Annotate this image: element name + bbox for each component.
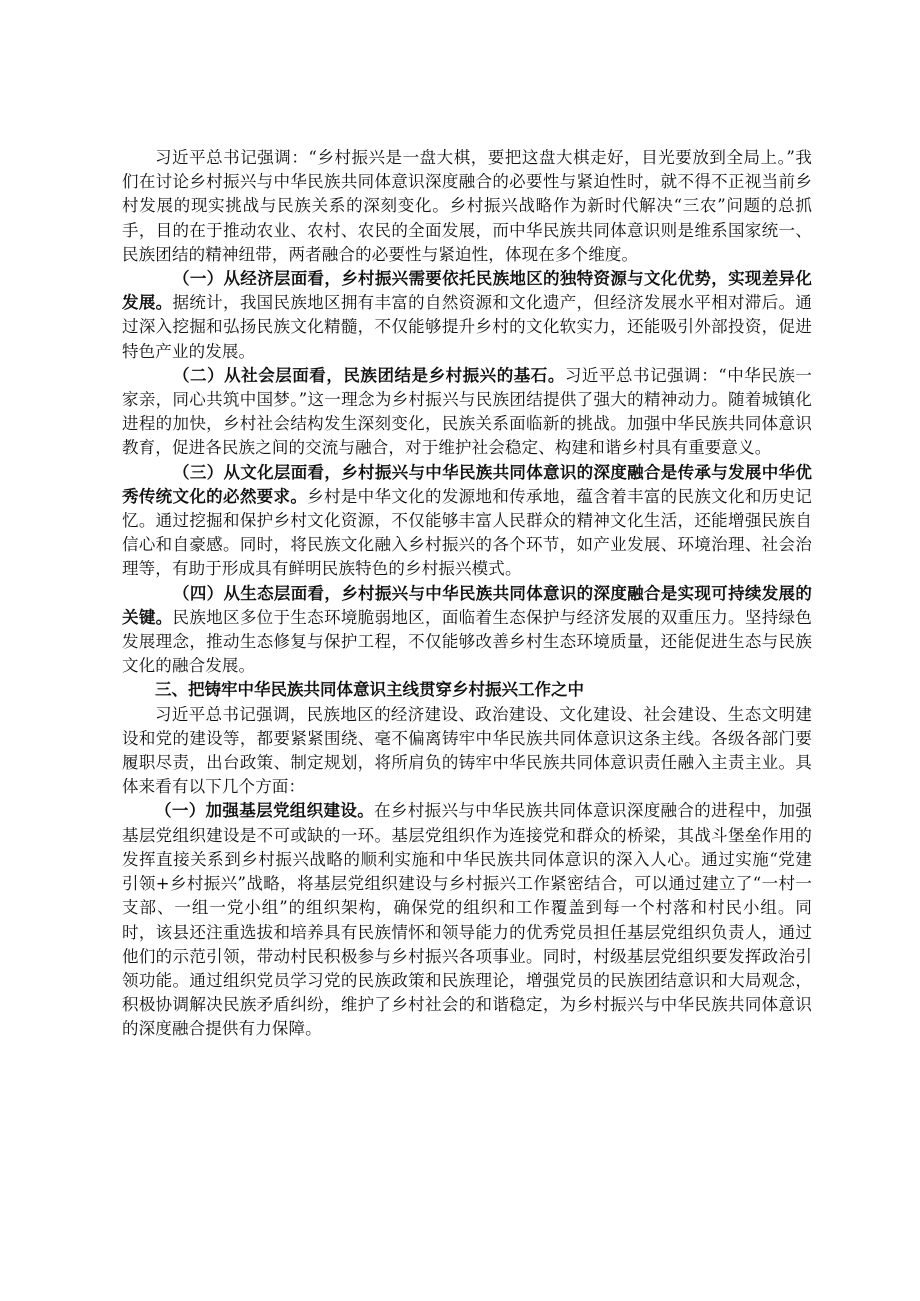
section-heading: 三、把铸牢中华民族共同体意识主线贯穿乡村振兴工作之中 [155, 680, 584, 700]
subsection-heading: （一）加强基层党组织建设。 [155, 801, 375, 821]
document-page [122, 146, 812, 1042]
point-heading-economic: （一）从经济层面看，乡村振兴需要依托民族地区的独特资源与文化优势，实现差异化发展。 [122, 269, 812, 313]
point-paragraph-economic [122, 267, 812, 364]
intro-paragraph: 习近平总书记强调：“乡村振兴是一盘大棋，要把这盘大棋走好，目光要放到全局上。”我们在讨论乡村振兴与中华民族共同体意识深度融合的必要性与紧迫性时，就不得不正视当前乡村发展的现实挑战与民族关系的深刻变化。乡村振兴战略作为新时代解决“三农”问题的总抓手，目的在于推动农业、农村、农民的全面发展，而中华民族共同体意识则是维系国家统一、民族团结的精神纽带，两者融合的必要性与紧迫性，体现在多个维度。 [122, 148, 812, 264]
point-heading-social: （二）从社会层面看，民族团结是乡村振兴的基石。 [173, 365, 565, 385]
point-body-cultural: 乡村是中华文化的发源地和传承地，蕴含着丰富的民族文化和历史记忆。通过挖掘和保护乡村文化资源，不仅能够丰富人民群众的精神文化生活，还能增强民族自信心和自豪感。同时，将民族文化融入乡村振兴的各个环节，如产业发展、环境治理、社会治理等，有助于形成具有鲜明民族特色的乡村振兴模式。 [122, 486, 812, 579]
point-paragraph-cultural [122, 461, 812, 582]
subsection-paragraph-party-building [122, 799, 812, 1041]
point-paragraph-social [122, 364, 812, 461]
section-intro-paragraph: 习近平总书记强调，民族地区的经济建设、政治建设、文化建设、社会建设、生态文明建设和党的建设等，都要紧紧围绕、毫不偏离铸牢中华民族共同体意识这条主线。各级各部门要履职尽责，出台政策、制定规划，将所肩负的铸牢中华民族共同体意识责任融入主责主业。具体来看有以下几个方面： [122, 704, 812, 797]
point-body-economic: 据统计，我国民族地区拥有丰富的自然资源和文化遗产，但经济发展水平相对滞后。通过深入挖掘和弘扬民族文化精髓，不仅能够提升乡村的文化软实力，还能吸引外部投资，促进特色产业的发展。 [122, 293, 813, 361]
point-heading-ecological: （四）从生态层面看，乡村振兴与中华民族共同体意识的深度融合是实现可持续发展的关键。 [122, 583, 812, 627]
point-body-ecological: 民族地区多位于生态环境脆弱地区，面临着生态保护与经济发展的双重压力。坚持绿色发展理念，推动生态修复与保护工程，不仅能够改善乡村生态环境质量，还能促进生态与民族文化的融合发展。 [122, 607, 813, 676]
subsection-body: 在乡村振兴与中华民族共同体意识深度融合的进程中，加强基层党组织建设是不可或缺的一环。基层党组织作为连接党和群众的桥梁，其战斗堡垒作用的发挥直接关系到乡村振兴战略的顺利实施和中华民族共同体意识的深入人心。通过实施“党建引领+乡村振兴”战略，将基层党组织建设与乡村振兴工作紧密结合，可以通过建立了“一村一支部、一组一党小组”的组织架构，确保党的组织和工作覆盖到每一个村落和村民小组。同时，该县还注重选拔和培养具有民族情怀和领导能力的优秀党员担任基层党组织负责人，通过他们的示范引领，带动村民积极参与乡村振兴各项事业。同时，村级基层党组织要发挥政治引领功能。通过组织党员学习党的民族政策和民族理论，增强党员的民族团结意识和大局观念，积极协调解决民族矛盾纠纷，维护了乡村社会的和谐稳定，为乡村振兴与中华民族共同体意识的深度融合提供有力保障。 [122, 801, 813, 1039]
point-heading-cultural: （三）从文化层面看，乡村振兴与中华民族共同体意识的深度融合是传承与发展中华优秀传统文化的必然要求。 [122, 462, 812, 506]
point-body-social: 习近平总书记强调：“中华民族一家亲，同心共筑中国梦。”这一理念为乡村振兴与民族团结提供了强大的精神动力。随着城镇化进程的加快，乡村社会结构发生深刻变化，民族关系面临新的挑战。加强中华民族共同体意识教育，促进各民族之间的交流与融合，对于维护社会稳定、构建和谐乡村具有重要意义。 [122, 365, 813, 458]
point-paragraph-ecological [122, 582, 812, 679]
